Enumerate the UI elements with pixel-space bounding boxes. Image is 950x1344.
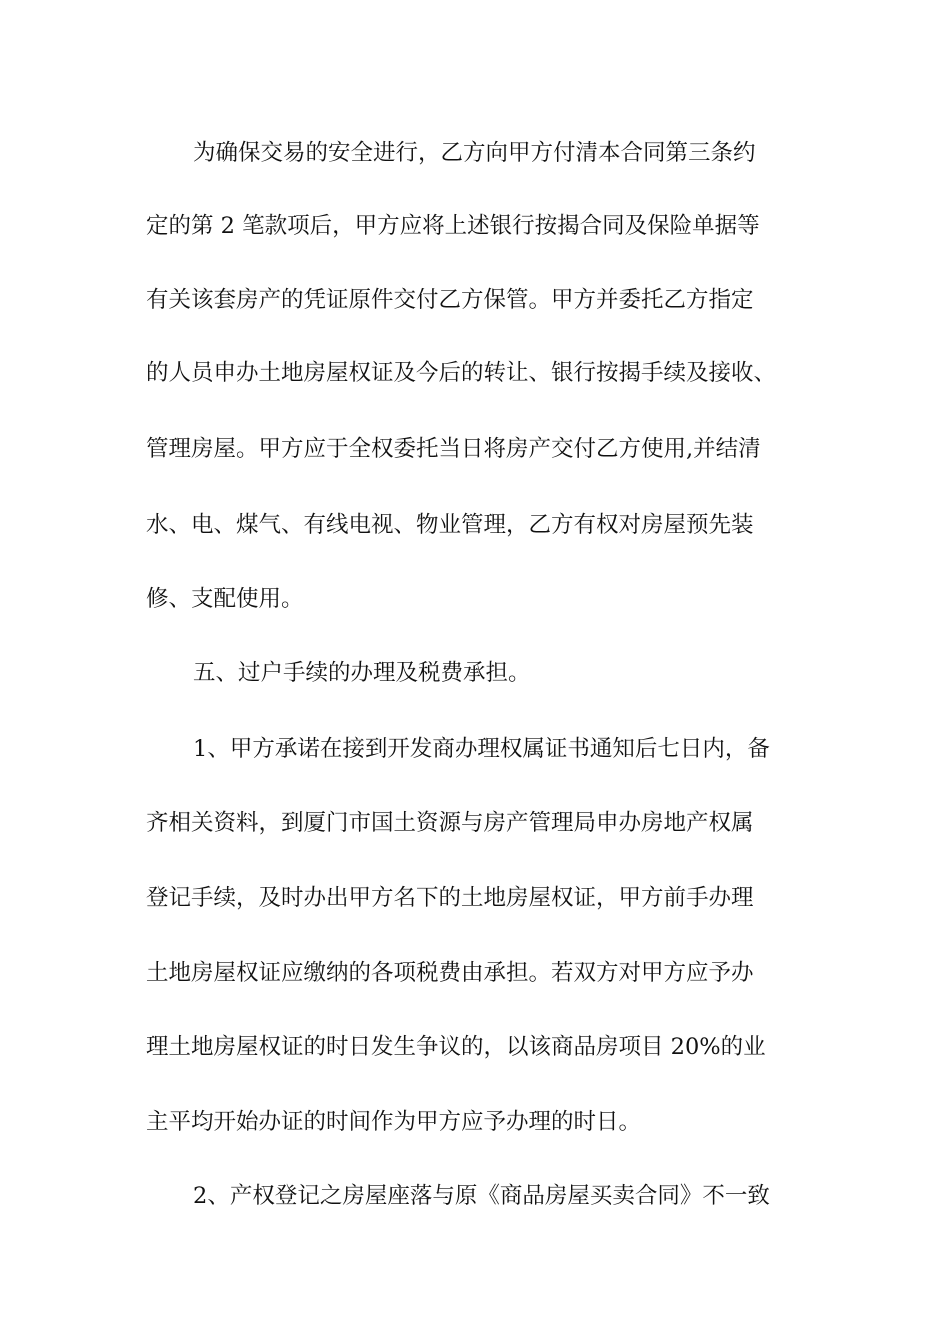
paragraph-line: 土地房屋权证应缴纳的各项税费由承担。若双方对甲方应予办 [146,960,754,986]
paragraph-line: 定的第 2 笔款项后，甲方应将上述银行按揭合同及保险单据等 [146,213,760,239]
paragraph-line: 理土地房屋权证的时日发生争议的，以该商品房项目 20%的业 [146,1034,766,1060]
paragraph-line: 1、甲方承诺在接到开发商办理权属证书通知后七日内，备 [193,736,770,762]
paragraph-line: 的人员申办土地房屋权证及今后的转让、银行按揭手续及接收、 [146,360,777,386]
paragraph-line: 管理房屋。甲方应于全权委托当日将房产交付乙方使用,并结清 [146,436,761,462]
paragraph-line: 为确保交易的安全进行，乙方向甲方付清本合同第三条约 [193,140,756,166]
paragraph-line: 有关该套房产的凭证原件交付乙方保管。甲方并委托乙方指定 [146,287,754,313]
paragraph-line: 主平均开始办证的时间作为甲方应予办理的时日。 [146,1109,642,1135]
paragraph-line: 2、产权登记之房屋座落与原《商品房屋买卖合同》不一致 [193,1183,770,1209]
paragraph-line: 修、支配使用。 [146,586,304,612]
paragraph-line: 登记手续，及时办出甲方名下的土地房屋权证，甲方前手办理 [146,885,754,911]
section-heading: 五、过户手续的办理及税费承担。 [193,660,531,686]
paragraph-line: 水、电、煤气、有线电视、物业管理，乙方有权对房屋预先装 [146,512,754,538]
paragraph-line: 齐相关资料，到厦门市国土资源与房产管理局申办房地产权属 [146,810,754,836]
